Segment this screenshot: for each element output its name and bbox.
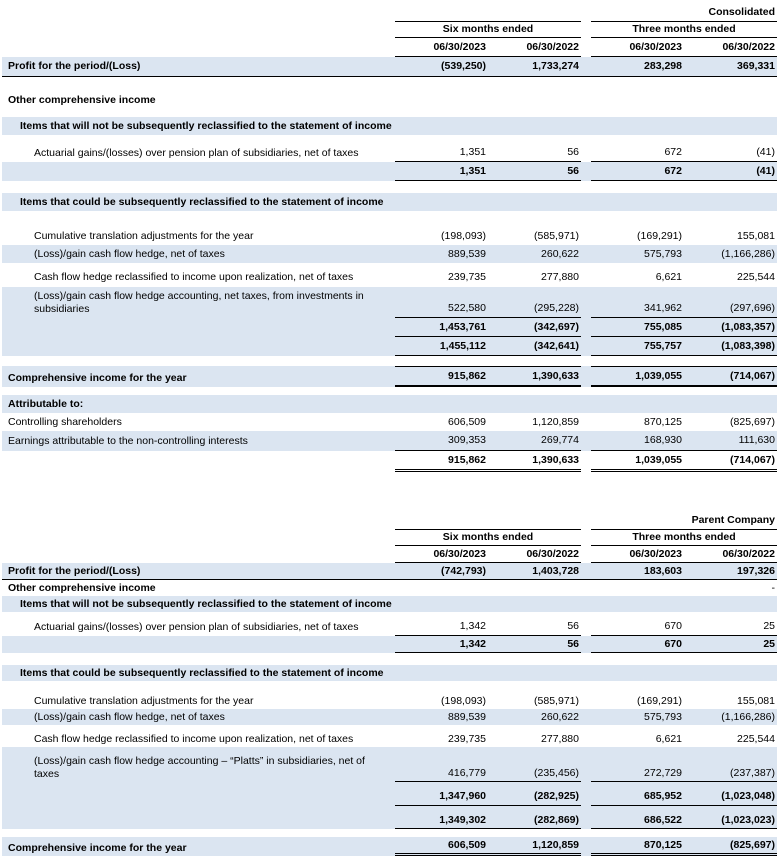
spacer	[2, 387, 777, 395]
cell-value: 1,120,859	[532, 416, 579, 429]
row-noncontrolling-interests	[2, 431, 777, 450]
row-items-could-be-reclassified-heading	[2, 193, 777, 211]
cell-value: 111,630	[684, 431, 777, 450]
cell-value: 606,509	[395, 837, 488, 856]
scope-label-consolidated: Consolidated	[708, 6, 775, 18]
row-label: Profit for the period/(Loss)	[8, 565, 141, 577]
row-cumulative-translation	[2, 693, 777, 709]
row-cash-flow-hedge	[2, 709, 777, 725]
cell-value: (169,291)	[637, 694, 682, 707]
cell-value: 155,081	[737, 694, 775, 707]
cell-value: (297,696)	[684, 299, 777, 318]
cell-value: 1,733,274	[532, 60, 579, 73]
spacer	[2, 829, 777, 837]
cell-value: 1,349,302	[395, 806, 488, 829]
cell-value: 755,757	[591, 337, 684, 356]
cell-value: (1,083,398)	[684, 337, 777, 356]
row-cash-flow-hedge	[2, 245, 777, 263]
cell-value: (1,023,048)	[684, 782, 777, 805]
cell-value: 672	[591, 162, 684, 181]
row-not-reclassified-subtotal	[2, 162, 777, 181]
section-heading: Other comprehensive income	[8, 582, 156, 595]
column-group-header	[2, 21, 777, 38]
row-hedge-reclassified	[2, 725, 777, 747]
row-oci-total	[2, 806, 777, 829]
scope-label-parent: Parent Company	[691, 513, 775, 526]
row-controlling-shareholders	[2, 413, 777, 431]
row-other-comprehensive-income	[2, 580, 777, 596]
cell-value: 56	[488, 162, 581, 181]
cell-value: 155,081	[737, 230, 775, 243]
cell-value: 522,580	[395, 299, 488, 318]
consolidated-table	[2, 4, 777, 472]
cell-value: 1,039,055	[591, 451, 684, 472]
row-other-comprehensive-income	[2, 91, 777, 109]
cell-value: 1,351	[395, 162, 488, 181]
row-not-reclassified-subtotal	[2, 636, 777, 653]
cell-value: 269,774	[488, 431, 581, 450]
date-header: 06/30/2022	[684, 38, 777, 57]
cell-value: (198,093)	[441, 230, 486, 243]
cell-value: (1,166,286)	[721, 710, 775, 723]
cell-value: 606,509	[448, 416, 486, 429]
cell-value: (539,250)	[441, 60, 486, 73]
row-items-could-be-reclassified-heading	[2, 665, 777, 681]
column-group-header	[2, 529, 777, 546]
section-heading: Items that could be subsequently reclassified to the statement of income	[20, 196, 384, 208]
row-label: Actuarial gains/(losses) over pension plan of subsidiaries, net of taxes	[34, 621, 359, 634]
group-six-months: Six months ended	[395, 21, 581, 38]
cell-value: (237,387)	[684, 759, 777, 782]
row-label: Comprehensive income for the year	[8, 372, 187, 384]
date-header: 06/30/2023	[395, 546, 488, 563]
cell-value: 277,880	[541, 271, 579, 284]
cell-value: 1,039,055	[591, 366, 684, 387]
row-hedge-reclassified	[2, 263, 777, 286]
row-label: Controlling shareholders	[8, 416, 122, 429]
row-label: (Loss)/gain cash flow hedge accounting, net taxes, from investments in subsidiaries	[34, 289, 364, 315]
cell-value: 755,085	[591, 318, 684, 337]
cell-value: 225,544	[737, 271, 775, 284]
cell-value: 168,930	[591, 431, 684, 450]
cell-value: (198,093)	[441, 694, 486, 707]
row-items-not-reclassified-heading	[2, 596, 777, 612]
cell-value: 56	[488, 143, 581, 162]
cell-value: (1,083,357)	[684, 318, 777, 337]
cell-value: 575,793	[644, 710, 682, 723]
cell-value: 277,880	[541, 733, 579, 745]
cell-value: 1,342	[395, 636, 488, 653]
cell-value: 260,622	[541, 710, 579, 723]
cell-value: 1,390,633	[488, 451, 581, 472]
date-header: 06/30/2023	[395, 38, 488, 57]
spacer	[2, 472, 777, 512]
cell-value: 685,952	[591, 782, 684, 805]
row-label: (Loss)/gain cash flow hedge, net of taxes	[34, 248, 225, 261]
row-label: Cumulative translation adjustments for the year	[34, 230, 254, 243]
cell-value: 341,962	[591, 299, 684, 318]
cell-value: (714,067)	[684, 366, 777, 387]
date-header-row	[2, 546, 777, 563]
row-label: (Loss)/gain cash flow hedge, net of taxes	[34, 710, 225, 723]
cell-value: 239,735	[448, 271, 486, 284]
row-reclassified-subtotal	[2, 782, 777, 805]
cell-value: 25	[684, 636, 777, 653]
cell-value: 670	[591, 618, 684, 635]
cell-value: (41)	[684, 143, 777, 162]
cell-value: 670	[591, 636, 684, 653]
row-items-not-reclassified-heading	[2, 117, 777, 135]
cell-value: (742,793)	[441, 565, 486, 577]
row-grand-total	[2, 451, 777, 472]
cell-value: 1,347,960	[395, 782, 488, 805]
group-three-months: Three months ended	[591, 21, 777, 38]
cell-value: 915,862	[395, 451, 488, 472]
row-comprehensive-income	[2, 366, 777, 387]
cell-value: 239,735	[448, 733, 486, 745]
row-comprehensive-income	[2, 837, 777, 856]
cell-value: 889,539	[448, 248, 486, 261]
row-actuarial-gains	[2, 143, 777, 162]
cell-value: 1,120,859	[488, 837, 581, 856]
cell-value: (169,291)	[637, 230, 682, 243]
row-attributable-heading	[2, 395, 777, 413]
cell-value: (825,697)	[730, 416, 775, 429]
cell-value: 889,539	[448, 710, 486, 723]
row-reclassified-subtotal	[2, 318, 777, 337]
cell-value: (585,971)	[534, 694, 579, 707]
date-header: 06/30/2023	[591, 546, 684, 563]
section-heading: Other comprehensive income	[8, 93, 156, 106]
cell-value: 1,453,761	[395, 318, 488, 337]
cell-value: 416,779	[395, 759, 488, 782]
cell-value: (41)	[684, 162, 777, 181]
spacer	[2, 181, 777, 193]
cell-value: 197,326	[737, 565, 775, 577]
row-cumulative-translation	[2, 227, 777, 245]
cell-value: (1,166,286)	[721, 248, 775, 261]
cell-value: 1,390,633	[488, 366, 581, 387]
spacer	[2, 109, 777, 117]
group-three-months: Three months ended	[591, 529, 777, 546]
row-profit-for-period	[2, 563, 777, 580]
cell-value: (235,456)	[488, 759, 581, 782]
row-label: Cash flow hedge reclassified to income upon realization, net of taxes	[34, 271, 354, 284]
row-label: Cash flow hedge reclassified to income upon realization, net of taxes	[34, 733, 354, 745]
row-actuarial-gains	[2, 618, 777, 635]
section-heading: Items that could be subsequently reclassified to the statement of income	[20, 666, 384, 679]
cell-value: (282,925)	[488, 782, 581, 805]
cell-value: 6,621	[655, 733, 682, 745]
cell-value: 56	[488, 636, 581, 653]
date-header-row	[2, 38, 777, 57]
row-label: Profit for the period/(Loss)	[8, 60, 141, 73]
cell-value: 56	[488, 618, 581, 635]
row-hedge-accounting-investments	[2, 287, 777, 318]
cell-value: (342,641)	[488, 337, 581, 356]
cell-value: 672	[591, 143, 684, 162]
cell-value: 369,331	[737, 60, 775, 73]
cell-value: 6,621	[655, 271, 682, 284]
date-header: 06/30/2022	[684, 546, 777, 563]
row-label: Comprehensive income for the year	[8, 841, 187, 854]
row-label: (Loss)/gain cash flow hedge accounting – “Platts” in subsidiaries, net of taxes	[34, 755, 365, 781]
cell-value: (295,228)	[488, 299, 581, 318]
section-heading: Items that will not be subsequently reclassified to the statement of income	[20, 598, 392, 611]
row-profit-for-period	[2, 57, 777, 76]
spacer	[2, 77, 777, 91]
row-label: Actuarial gains/(losses) over pension plan of subsidiaries, net of taxes	[34, 146, 359, 159]
cell-value: 25	[684, 618, 777, 635]
cell-value: 1,342	[395, 618, 488, 635]
cell-value: 260,622	[541, 248, 579, 261]
cell-value: 1,403,728	[532, 565, 579, 577]
cell-value: 309,353	[395, 431, 488, 450]
cell-value: 1,455,112	[395, 337, 488, 356]
parent-company-table	[2, 512, 777, 856]
cell-value: 183,603	[644, 565, 682, 577]
row-oci-total	[2, 337, 777, 356]
cell-value: 870,125	[644, 416, 682, 429]
date-header: 06/30/2022	[488, 546, 581, 563]
cell-value: (342,697)	[488, 318, 581, 337]
cell-value: 915,862	[395, 366, 488, 387]
cell-value: (282,869)	[488, 806, 581, 829]
section-heading: Attributable to:	[8, 398, 84, 411]
date-header: 06/30/2023	[591, 38, 684, 57]
spacer	[2, 211, 777, 227]
cell-value: 870,125	[591, 837, 684, 856]
section-heading: Items that will not be subsequently reclassified to the statement of income	[20, 119, 392, 132]
cell-value: -	[771, 582, 775, 595]
row-hedge-accounting-platts	[2, 747, 777, 782]
row-label: Earnings attributable to the non-controlling interests	[8, 435, 248, 448]
row-label: Cumulative translation adjustments for the year	[34, 694, 254, 707]
cell-value: 1,351	[395, 143, 488, 162]
date-header: 06/30/2022	[488, 38, 581, 57]
spacer	[2, 653, 777, 665]
cell-value: (1,023,023)	[684, 806, 777, 829]
cell-value: (825,697)	[684, 837, 777, 856]
cell-value: 686,522	[591, 806, 684, 829]
cell-value: (585,971)	[534, 230, 579, 243]
spacer	[2, 135, 777, 143]
group-six-months: Six months ended	[395, 529, 581, 546]
cell-value: 575,793	[644, 248, 682, 261]
cell-value: 272,729	[591, 759, 684, 782]
cell-value: 283,298	[644, 60, 682, 73]
cell-value: 225,544	[737, 733, 775, 745]
spacer	[2, 356, 777, 366]
cell-value: (714,067)	[684, 451, 777, 472]
spacer	[2, 681, 777, 693]
